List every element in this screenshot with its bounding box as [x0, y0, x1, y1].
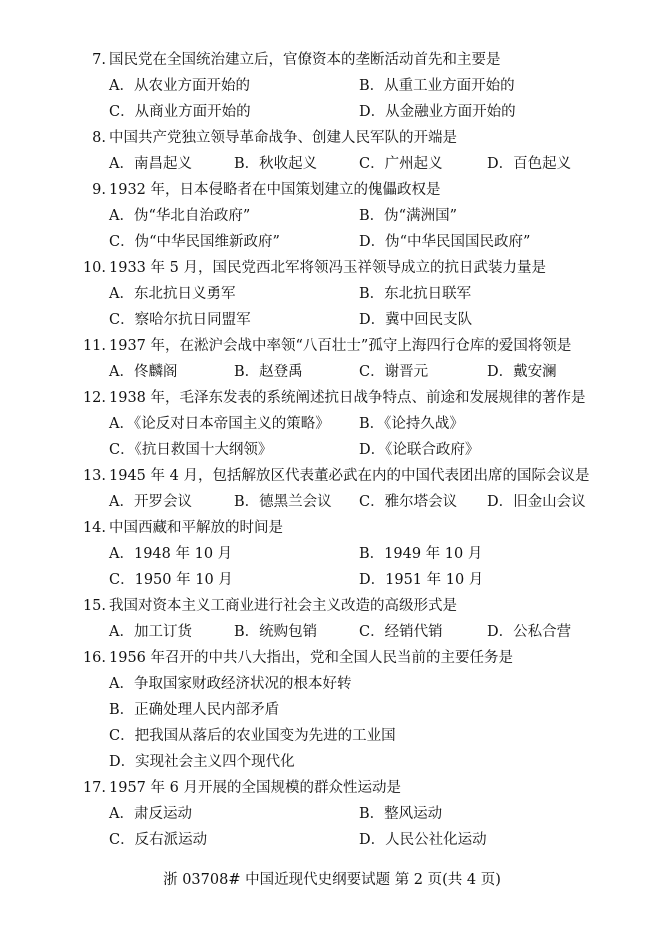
- question-17: [0, 776, 664, 802]
- option-b: B．德黑兰会议: [234, 494, 332, 510]
- options-row: [0, 828, 664, 854]
- options-row: [0, 568, 664, 594]
- option-d: D．人民公社化运动: [359, 832, 487, 848]
- question-text: 国民党在全国统治建立后，官僚资本的垄断活动首先和主要是: [109, 52, 501, 68]
- option-c: C．谢晋元: [359, 364, 429, 380]
- question-number: 11.: [82, 338, 106, 354]
- option-d: D．《论联合政府》: [359, 442, 480, 458]
- question-stem: [78, 464, 589, 485]
- option-a: A．南昌起义: [109, 156, 192, 172]
- question-number: 17.: [82, 780, 106, 796]
- option-d: D．公私合营: [487, 624, 572, 640]
- question-stem: [78, 646, 513, 667]
- option-c: C．广州起义: [359, 156, 443, 172]
- question-stem: [78, 516, 283, 537]
- option-c: C．把我国从落后的农业国变为先进的工业国: [109, 728, 396, 744]
- option-d: D．实现社会主义四个现代化: [109, 754, 295, 770]
- question-number: 7.: [92, 52, 106, 68]
- option-a: A．肃反运动: [109, 806, 192, 822]
- question-text: 1938 年，毛泽东发表的系统阐述抗日战争特点、前途和发展规律的著作是: [109, 390, 586, 406]
- options-row: [0, 100, 664, 126]
- option-a: A．东北抗日义勇军: [109, 286, 236, 302]
- option-b: B．《论持久战》: [359, 416, 464, 432]
- options-row: [0, 204, 664, 230]
- question-14: [0, 516, 664, 542]
- option-a: A．伪“华北自治政府”: [109, 208, 251, 224]
- option-c: C．反右派运动: [109, 832, 208, 848]
- question-stem: [78, 386, 586, 407]
- option-c: C．从商业方面开始的: [109, 104, 251, 120]
- question-15: [0, 594, 664, 620]
- option-a: A．争取国家财政经济状况的根本好转: [109, 676, 352, 692]
- option-a: A．开罗会议: [109, 494, 192, 510]
- question-text: 1933 年 5 月，国民党西北军将领冯玉祥领导成立的抗日武装力量是: [109, 260, 546, 276]
- option-b: B．东北抗日联军: [359, 286, 472, 302]
- options-row: [0, 698, 664, 724]
- option-d: D．1951 年 10 月: [359, 572, 484, 588]
- question-stem: [78, 776, 401, 797]
- option-d: D．戴安澜: [487, 364, 557, 380]
- option-c: C．经销代销: [359, 624, 443, 640]
- option-d: D．旧金山会议: [487, 494, 586, 510]
- options-row: [0, 542, 664, 568]
- option-c: C．雅尔塔会议: [359, 494, 458, 510]
- question-7: [0, 48, 664, 74]
- question-16: [0, 646, 664, 672]
- page-footer: 浙 03708# 中国近现代史纲要试题 第 2 页(共 4 页): [163, 872, 501, 888]
- question-text: 1956 年召开的中共八大指出，党和全国人民当前的主要任务是: [109, 650, 514, 666]
- option-b: B．从重工业方面开始的: [359, 78, 515, 94]
- option-c: C．伪“中华民国维新政府”: [109, 234, 280, 250]
- question-stem: [78, 48, 501, 69]
- question-8: [0, 126, 664, 152]
- option-b: B．1949 年 10 月: [359, 546, 483, 562]
- question-text: 1932 年，日本侵略者在中国策划建立的傀儡政权是: [109, 182, 441, 198]
- options-row: [0, 360, 664, 386]
- question-number: 14.: [82, 520, 106, 536]
- option-d: D．从金融业方面开始的: [359, 104, 516, 120]
- options-row: [0, 802, 664, 828]
- option-d: D．百色起义: [487, 156, 572, 172]
- question-stem: [78, 334, 571, 355]
- question-text: 1957 年 6 月开展的全国规模的群众性运动是: [109, 780, 401, 796]
- question-10: [0, 256, 664, 282]
- option-b: B．正确处理人民内部矛盾: [109, 702, 280, 718]
- question-text: 我国对资本主义工商业进行社会主义改造的高级形式是: [109, 598, 457, 614]
- question-number: 15.: [82, 598, 106, 614]
- question-number: 9.: [92, 182, 106, 198]
- question-13: [0, 464, 664, 490]
- question-9: [0, 178, 664, 204]
- question-stem: [78, 594, 457, 615]
- option-b: B．赵登禹: [234, 364, 303, 380]
- options-row: [0, 282, 664, 308]
- options-row: [0, 230, 664, 256]
- options-row: [0, 750, 664, 776]
- option-a: A．《论反对日本帝国主义的策略》: [109, 416, 330, 432]
- question-number: 16.: [82, 650, 106, 666]
- option-a: A．从农业方面开始的: [109, 78, 250, 94]
- question-stem: [78, 256, 546, 277]
- option-a: A．佟麟阁: [109, 364, 178, 380]
- question-number: 10.: [82, 260, 106, 276]
- options-row: [0, 724, 664, 750]
- options-row: [0, 152, 664, 178]
- options-row: [0, 490, 664, 516]
- option-d: D．伪“中华民国国民政府”: [359, 234, 531, 250]
- options-row: [0, 74, 664, 100]
- question-number: 13.: [82, 468, 106, 484]
- options-row: [0, 412, 664, 438]
- question-text: 1945 年 4 月，包括解放区代表董必武在内的中国代表团出席的国际会议是: [109, 468, 590, 484]
- option-c: C．察哈尔抗日同盟军: [109, 312, 251, 328]
- question-text: 中国共产党独立领导革命战争、创建人民军队的开端是: [109, 130, 457, 146]
- question-number: 8.: [92, 130, 106, 146]
- options-row: [0, 308, 664, 334]
- option-c: C．1950 年 10 月: [109, 572, 233, 588]
- question-12: [0, 386, 664, 412]
- options-row: [0, 620, 664, 646]
- option-b: B．秋收起义: [234, 156, 318, 172]
- option-d: D．冀中回民支队: [359, 312, 473, 328]
- option-a: A．1948 年 10 月: [109, 546, 233, 562]
- option-a: A．加工订货: [109, 624, 192, 640]
- question-stem: [78, 178, 441, 199]
- option-b: B．整风运动: [359, 806, 443, 822]
- option-b: B．伪“满洲国”: [359, 208, 457, 224]
- option-c: C．《抗日救国十大纲领》: [109, 442, 273, 458]
- question-11: [0, 334, 664, 360]
- options-row: [0, 672, 664, 698]
- option-b: B．统购包销: [234, 624, 318, 640]
- question-number: 12.: [82, 390, 106, 406]
- question-stem: [78, 126, 457, 147]
- question-text: 中国西藏和平解放的时间是: [109, 520, 283, 536]
- question-text: 1937 年，在淞沪会战中率领“八百壮士”孤守上海四行仓库的爱国将领是: [109, 338, 572, 354]
- options-row: [0, 438, 664, 464]
